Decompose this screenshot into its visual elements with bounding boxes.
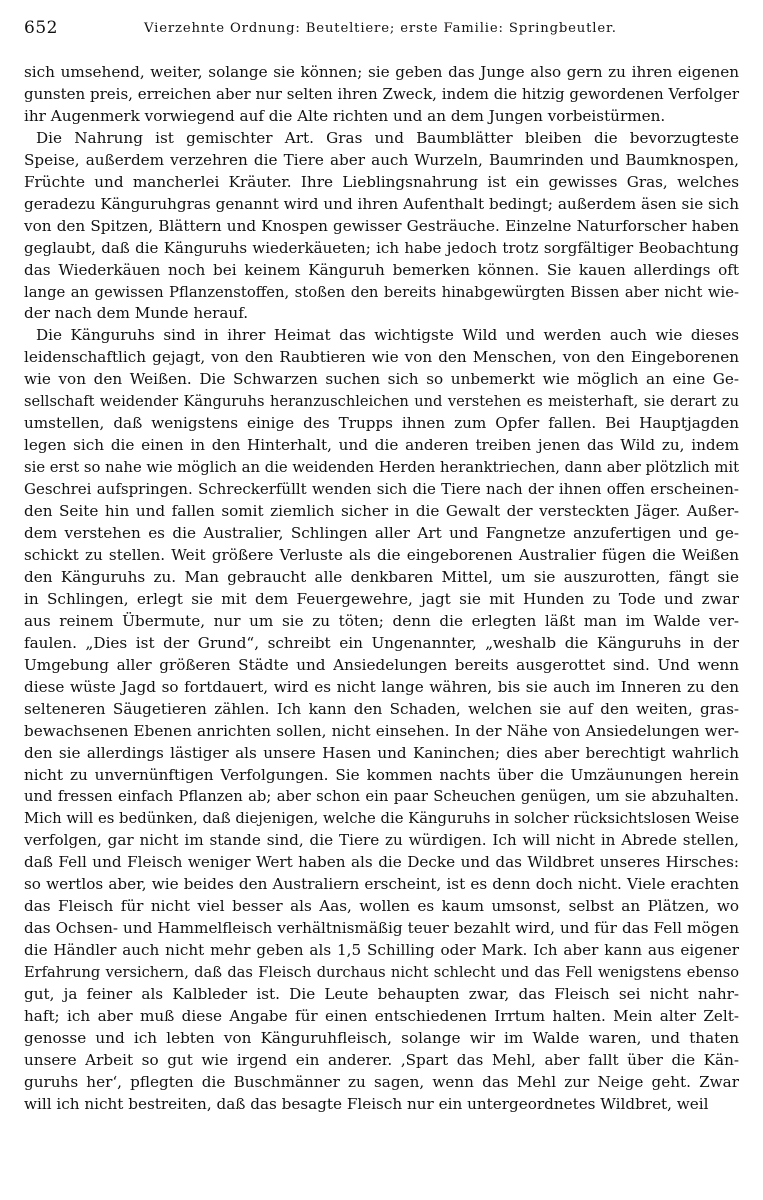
text-line: bewachsenen Ebenen anrichten sollen, nicht einsehen. In der Nähe von Ansiedelungen wer- bbox=[24, 721, 739, 740]
text-line: das Wiederkäuen noch bei keinem Känguruh bemerken können. Sie kauen allerdings oft bbox=[24, 260, 739, 279]
text-line: gunsten preis, erreichen aber nur selten ihren Zweck, indem die hitzig gewordenen Verfolger bbox=[24, 84, 739, 103]
text-line: das Fleisch für nicht viel besser als Aas, wollen es kaum umsonst, selbst an Plätzen, wo bbox=[24, 897, 739, 916]
text-line: ihr Augenmerk vorwiegend auf die Alte richten und an dem Jungen vorbeistürmen. bbox=[24, 106, 666, 125]
paragraph bbox=[24, 62, 739, 128]
text-line: den Seite hin und fallen somit ziemlich sicher in die Gewalt der versteckten Jäger. Außer- bbox=[24, 502, 739, 521]
text-line: haft; ich aber muß diese Angabe für einen entschiedenen Irrtum halten. Mein alter Zelt- bbox=[24, 1006, 739, 1025]
text-line: will ich nicht bestreiten, daß das besagte Fleisch nur ein untergeordnetes Wildbret, weil bbox=[24, 1094, 709, 1113]
text-line: aus reinem Übermute, nur um sie zu töten; denn die erlegten läßt man im Walde ver- bbox=[24, 611, 739, 630]
text-line: unsere Arbeit so gut wie irgend ein anderer. ‚Spart das Mehl, aber fallt über die Kän- bbox=[24, 1050, 739, 1069]
text-line: Die Nahrung ist gemischter Art. Gras und Baumblätter bleiben die bevorzugteste bbox=[36, 128, 739, 147]
text-line: der nach dem Munde herauf. bbox=[24, 304, 249, 323]
running-title: Vierzehnte Ordnung: Beuteltiere; erste Familie: Springbeutler. bbox=[144, 21, 617, 36]
text-line: umstellen, daß wenigstens einige des Trupps ihnen zum Opfer fallen. Bei Hauptjagden bbox=[24, 414, 739, 433]
text-line: sellschaft weidender Känguruhs heranzuschleichen und verstehen es meisterhaft, sie derart zu bbox=[24, 393, 739, 411]
text-line: diese wüste Jagd so fortdauert, wird es nicht lange währen, bis sie auch im Inneren zu den bbox=[24, 677, 739, 696]
text-line: geradezu Känguruhgras genannt wird und ihren Aufenthalt bedingt; außerdem äsen sie sich bbox=[24, 194, 739, 213]
text-line: und fressen einfach Pflanzen ab; aber schon ein paar Scheuchen genügen, um sie abzuhalten. bbox=[24, 788, 739, 806]
text-line: in Schlingen, erlegt sie mit dem Feuergewehre, jagt sie mit Hunden zu Tode und zwar bbox=[24, 589, 739, 608]
page-number: 652 bbox=[24, 18, 58, 38]
text-line: legen sich die einen in den Hinterhalt, und die anderen treiben jenen das Wild zu, indem bbox=[24, 436, 739, 455]
text-line: von den Spitzen, Blättern und Knospen gewisser Gesträuche. Einzelne Naturforscher haben bbox=[24, 216, 739, 235]
text-line: Umgebung aller größeren Städte und Ansiedelungen bereits ausgerottet sind. Und wenn bbox=[24, 655, 739, 674]
text-line: Speise, außerdem verzehren die Tiere aber auch Wurzeln, Baumrinden und Baumknospen, bbox=[24, 150, 739, 169]
text-line: so wertlos aber, wie beides den Australiern erscheint, ist es denn doch nicht. Viele erachten bbox=[24, 875, 739, 894]
text-line: nicht zu unvernünftigen Verfolgungen. Sie kommen nachts über die Umzäunungen herein bbox=[24, 765, 739, 784]
body-text bbox=[24, 62, 739, 1116]
text-line: dem verstehen es die Australier, Schlingen aller Art und Fangnetze anzufertigen und ge- bbox=[24, 524, 739, 543]
text-line: verfolgen, gar nicht im stande sind, die Tiere zu würdigen. Ich will nicht in Abrede stellen, bbox=[24, 831, 739, 850]
text-line: Geschrei aufspringen. Schreckerfüllt wenden sich die Tiere nach der ihnen offen erscheinen- bbox=[24, 480, 739, 499]
text-line: wie von den Weißen. Die Schwarzen suchen sich so unbemerkt wie möglich an eine Ge- bbox=[24, 370, 739, 389]
page-header bbox=[24, 10, 739, 36]
text-line: geglaubt, daß die Känguruhs wiederkäueten; ich habe jedoch trotz sorgfältiger Beobachtung bbox=[24, 238, 739, 257]
text-line: sich umsehend, weiter, solange sie können; sie geben das Junge also gern zu ihren eigenen bbox=[24, 63, 739, 81]
text-line: Erfahrung versichern, daß das Fleisch durchaus nicht schlecht und das Fell wenigstens ebenso bbox=[24, 964, 739, 982]
text-line: daß Fell und Fleisch weniger Wert haben als die Decke und das Wildbret unseres Hirsches: bbox=[24, 853, 739, 872]
text-line: den Känguruhs zu. Man gebraucht alle denkbaren Mittel, um sie auszurotten, fängt sie bbox=[24, 567, 739, 586]
text-line: das Ochsen- und Hammelfleisch verhältnismäßig teuer bezahlt wird, und für das Fell mögen bbox=[24, 919, 739, 938]
text-line: Früchte und mancherlei Kräuter. Ihre Lieblingsnahrung ist ein gewisses Gras, welches bbox=[24, 172, 739, 191]
text-line: den sie allerdings lästiger als unsere Hasen und Kaninchen; dies aber berechtigt wahrlich bbox=[24, 743, 739, 762]
text-line: gut, ja feiner als Kalbleder ist. Die Leute behaupten zwar, das Fleisch sei nicht nahr- bbox=[24, 985, 739, 1004]
text-line: leidenschaftlich gejagt, von den Raubtieren wie von den Menschen, von den Eingeborenen bbox=[24, 348, 739, 367]
text-line: genosse und ich lebten von Känguruhfleisch, solange wir im Walde waren, und thaten bbox=[24, 1028, 739, 1047]
text-line: Die Känguruhs sind in ihrer Heimat das wichtigste Wild und werden auch wie dieses bbox=[36, 326, 739, 345]
text-line: faulen. „Dies ist der Grund“, schreibt ein Ungenannter, „weshalb die Känguruhs in der bbox=[24, 633, 739, 652]
text-line: die Händler auch nicht mehr geben als 1,5 Schilling oder Mark. Ich aber kann aus eigener bbox=[24, 941, 739, 960]
text-line: selteneren Säugetieren zählen. Ich kann den Schaden, welchen sie auf den weiten, gras- bbox=[24, 699, 739, 718]
text-line: guruhs her‘, pflegten die Buschmänner zu sagen, wenn das Mehl zur Neige geht. Zwar bbox=[24, 1072, 739, 1091]
text-line: lange an gewissen Pflanzenstoffen, stoßen den bereits hinabgewürgten Bissen aber nicht wie- bbox=[24, 283, 739, 301]
text-line: Mich will es bedünken, daß diejenigen, welche die Känguruhs in solcher rücksichtslosen Weise bbox=[24, 810, 740, 828]
paragraph bbox=[24, 128, 739, 326]
text-line: sie erst so nahe wie möglich an die weidenden Herden heranktriechen, dann aber plötzlich mit bbox=[24, 459, 740, 477]
text-line: schickt zu stellen. Weit größere Verluste als die eingeborenen Australier fügen die Weißen bbox=[24, 545, 739, 564]
paragraph bbox=[24, 325, 739, 1115]
